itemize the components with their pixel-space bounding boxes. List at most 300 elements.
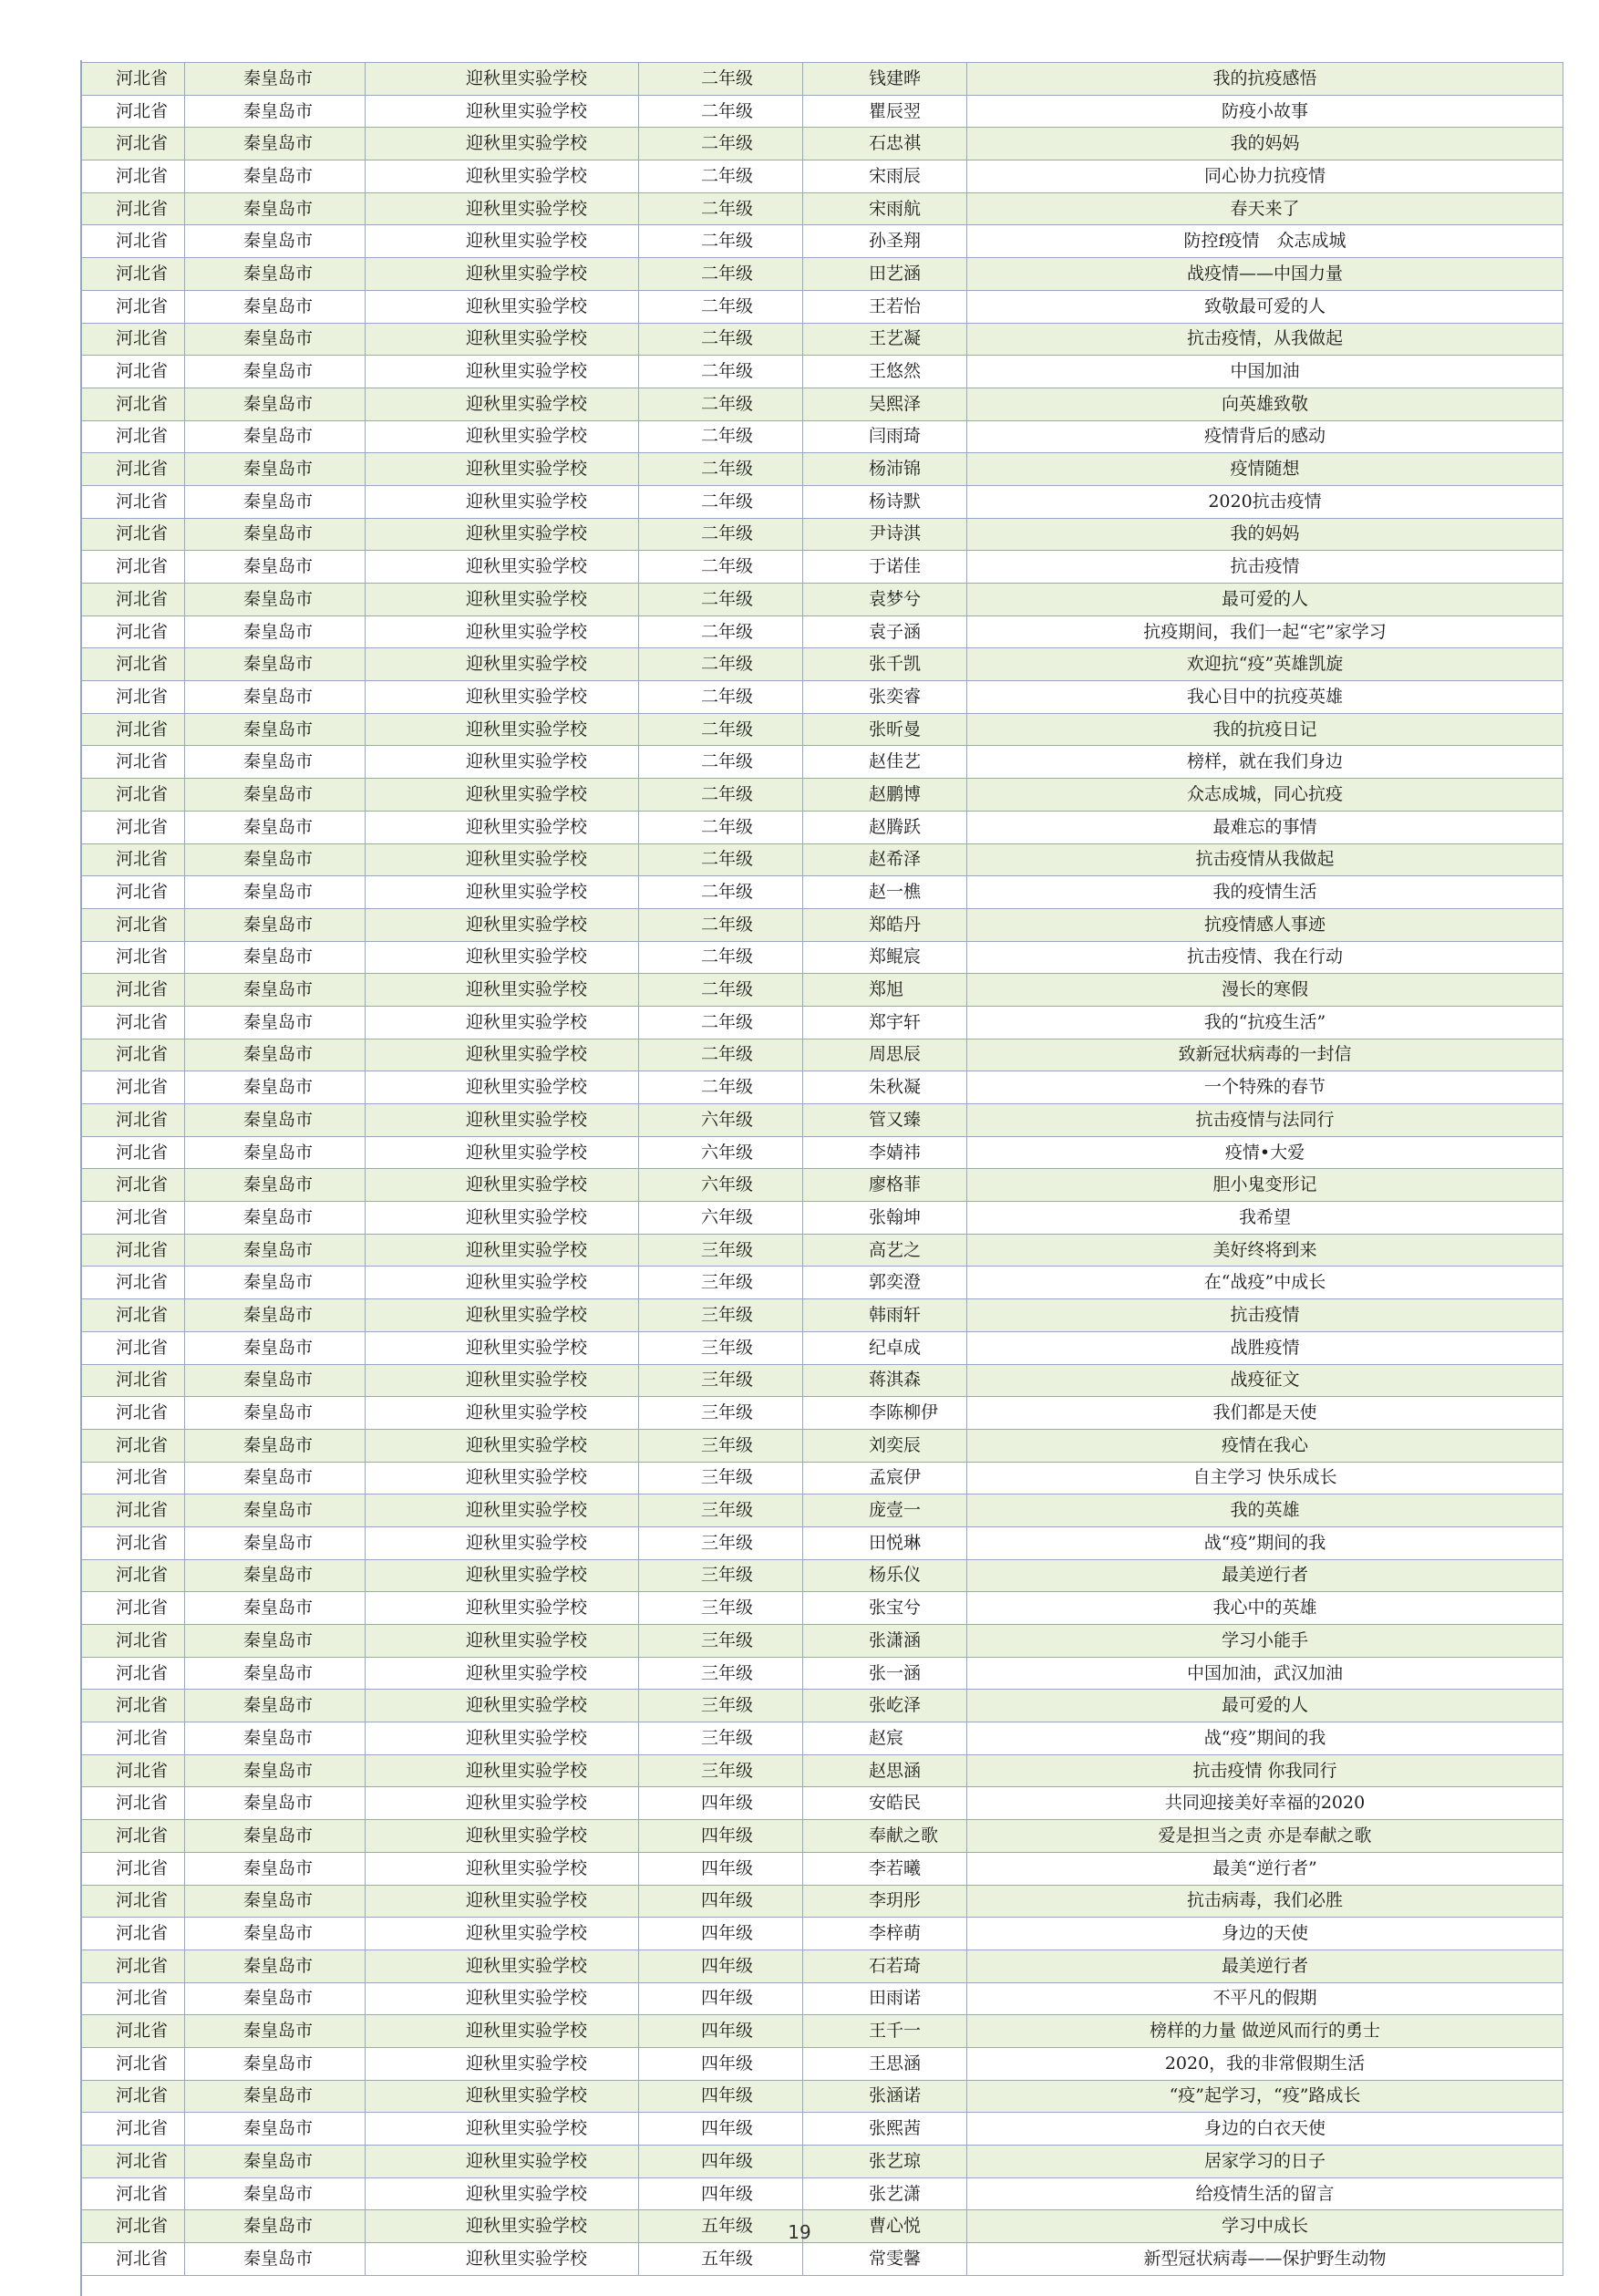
student-name-cell: 杨诗默	[803, 485, 967, 518]
province-cell: 河北省	[81, 1006, 185, 1039]
table-row	[81, 2015, 1563, 2048]
city-cell: 秦皇岛市	[185, 192, 366, 225]
province-cell: 河北省	[81, 356, 185, 388]
school-cell: 迎秋里实验学校	[366, 1169, 639, 1202]
grade-cell: 二年级	[639, 356, 803, 388]
student-name-cell: 张艺潇	[803, 2177, 967, 2210]
student-name-cell: 郑旭	[803, 974, 967, 1007]
table-row	[81, 225, 1563, 258]
school-cell: 迎秋里实验学校	[366, 1722, 639, 1755]
province-cell: 河北省	[81, 1950, 185, 1982]
table-row	[81, 713, 1563, 746]
province-cell: 河北省	[81, 2146, 185, 2178]
school-cell: 迎秋里实验学校	[366, 1690, 639, 1722]
table-row	[81, 356, 1563, 388]
grade-cell: 二年级	[639, 95, 803, 128]
essay-title-cell: 疫情背后的感动	[967, 420, 1563, 453]
city-cell: 秦皇岛市	[185, 1136, 366, 1169]
student-name-cell: 张奕睿	[803, 681, 967, 714]
essay-title-cell: 榜样，就在我们身边	[967, 746, 1563, 779]
grade-cell: 二年级	[639, 192, 803, 225]
province-cell: 河北省	[81, 648, 185, 681]
essay-title-cell: 抗击疫情	[967, 1299, 1563, 1332]
grade-cell: 二年级	[639, 746, 803, 779]
school-cell: 迎秋里实验学校	[366, 2047, 639, 2080]
grade-cell: 四年级	[639, 1885, 803, 1918]
essay-title-cell: 学习中成长	[967, 2210, 1563, 2243]
table-row	[81, 1299, 1563, 1332]
city-cell: 秦皇岛市	[185, 2146, 366, 2178]
table-row	[81, 160, 1563, 193]
city-cell: 秦皇岛市	[185, 1559, 366, 1592]
essay-title-cell: 最美逆行者	[967, 1950, 1563, 1982]
table-row	[81, 584, 1563, 616]
table-row	[81, 1885, 1563, 1918]
school-cell: 迎秋里实验学校	[366, 1299, 639, 1332]
province-cell: 河北省	[81, 2015, 185, 2048]
student-name-cell: 高艺之	[803, 1234, 967, 1267]
school-cell: 迎秋里实验学校	[366, 974, 639, 1007]
essay-title-cell: 中国加油，武汉加油	[967, 1657, 1563, 1690]
city-cell: 秦皇岛市	[185, 1202, 366, 1235]
province-cell: 河北省	[81, 1625, 185, 1658]
student-name-cell: 张涵诺	[803, 2080, 967, 2113]
province-cell: 河北省	[81, 615, 185, 648]
table-row	[81, 648, 1563, 681]
student-name-cell: 吴熙泽	[803, 388, 967, 420]
city-cell: 秦皇岛市	[185, 1918, 366, 1950]
school-cell: 迎秋里实验学校	[366, 225, 639, 258]
table-body	[81, 63, 1563, 2276]
student-name-cell: 田悦琳	[803, 1526, 967, 1559]
school-cell: 迎秋里实验学校	[366, 1006, 639, 1039]
table-row	[81, 1592, 1563, 1625]
student-name-cell: 张熙茜	[803, 2113, 967, 2146]
school-cell: 迎秋里实验学校	[366, 128, 639, 160]
province-cell: 河北省	[81, 1885, 185, 1918]
table-row	[81, 1494, 1563, 1527]
school-cell: 迎秋里实验学校	[366, 356, 639, 388]
province-cell: 河北省	[81, 290, 185, 323]
grade-cell: 四年级	[639, 2047, 803, 2080]
student-name-cell: 赵宸	[803, 1722, 967, 1755]
city-cell: 秦皇岛市	[185, 843, 366, 876]
city-cell: 秦皇岛市	[185, 453, 366, 486]
grade-cell: 四年级	[639, 2113, 803, 2146]
city-cell: 秦皇岛市	[185, 974, 366, 1007]
province-cell: 河北省	[81, 192, 185, 225]
student-name-cell: 赵佳艺	[803, 746, 967, 779]
table-row	[81, 1006, 1563, 1039]
school-cell: 迎秋里实验学校	[366, 584, 639, 616]
essay-title-cell: 我们都是天使	[967, 1397, 1563, 1430]
student-name-cell: 张屹泽	[803, 1690, 967, 1722]
table-row	[81, 1982, 1563, 2015]
grade-cell: 二年级	[639, 485, 803, 518]
school-cell: 迎秋里实验学校	[366, 2243, 639, 2276]
school-cell: 迎秋里实验学校	[366, 1982, 639, 2015]
city-cell: 秦皇岛市	[185, 1364, 366, 1397]
table-row	[81, 1364, 1563, 1397]
school-cell: 迎秋里实验学校	[366, 1202, 639, 1235]
city-cell: 秦皇岛市	[185, 1039, 366, 1071]
grade-cell: 二年级	[639, 258, 803, 291]
school-cell: 迎秋里实验学校	[366, 648, 639, 681]
student-name-cell: 韩雨轩	[803, 1299, 967, 1332]
student-name-cell: 李玥彤	[803, 1885, 967, 1918]
grade-cell: 四年级	[639, 1787, 803, 1820]
school-cell: 迎秋里实验学校	[366, 290, 639, 323]
city-cell: 秦皇岛市	[185, 2177, 366, 2210]
student-name-cell: 曹心悦	[803, 2210, 967, 2243]
grade-cell: 五年级	[639, 2210, 803, 2243]
grade-cell: 三年级	[639, 1722, 803, 1755]
province-cell: 河北省	[81, 1234, 185, 1267]
school-cell: 迎秋里实验学校	[366, 1852, 639, 1885]
city-cell: 秦皇岛市	[185, 1852, 366, 1885]
province-cell: 河北省	[81, 1494, 185, 1527]
school-cell: 迎秋里实验学校	[366, 1397, 639, 1430]
grade-cell: 六年级	[639, 1136, 803, 1169]
city-cell: 秦皇岛市	[185, 1462, 366, 1494]
city-cell: 秦皇岛市	[185, 1592, 366, 1625]
table-row	[81, 192, 1563, 225]
grade-cell: 三年级	[639, 1331, 803, 1364]
province-cell: 河北省	[81, 908, 185, 941]
page-number: 19	[788, 2221, 811, 2243]
table-row	[81, 1526, 1563, 1559]
table-row	[81, 1820, 1563, 1853]
table-row	[81, 485, 1563, 518]
essay-title-cell: 战“疫”期间的我	[967, 1722, 1563, 1755]
student-name-cell: 田艺涵	[803, 258, 967, 291]
city-cell: 秦皇岛市	[185, 615, 366, 648]
table-row	[81, 290, 1563, 323]
school-cell: 迎秋里实验学校	[366, 1559, 639, 1592]
city-cell: 秦皇岛市	[185, 518, 366, 551]
essay-title-cell: 抗击疫情 你我同行	[967, 1754, 1563, 1787]
grade-cell: 三年级	[639, 1234, 803, 1267]
essay-title-cell: 2020，我的非常假期生活	[967, 2047, 1563, 2080]
city-cell: 秦皇岛市	[185, 1787, 366, 1820]
province-cell: 河北省	[81, 323, 185, 356]
school-cell: 迎秋里实验学校	[366, 1494, 639, 1527]
school-cell: 迎秋里实验学校	[366, 2080, 639, 2113]
table-row	[81, 1039, 1563, 1071]
grade-cell: 二年级	[639, 551, 803, 584]
essay-title-cell: 最可爱的人	[967, 584, 1563, 616]
province-cell: 河北省	[81, 1918, 185, 1950]
table-row	[81, 388, 1563, 420]
school-cell: 迎秋里实验学校	[366, 1657, 639, 1690]
student-name-cell: 张潇涵	[803, 1625, 967, 1658]
essay-title-cell: 春天来了	[967, 192, 1563, 225]
grade-cell: 四年级	[639, 1820, 803, 1853]
student-name-cell: 宋雨辰	[803, 160, 967, 193]
school-cell: 迎秋里实验学校	[366, 876, 639, 909]
school-cell: 迎秋里实验学校	[366, 2146, 639, 2178]
student-name-cell: 张一涵	[803, 1657, 967, 1690]
student-name-cell: 管又臻	[803, 1104, 967, 1137]
student-name-cell: 王悠然	[803, 356, 967, 388]
student-name-cell: 李婧祎	[803, 1136, 967, 1169]
grade-cell: 二年级	[639, 1071, 803, 1104]
province-cell: 河北省	[81, 2113, 185, 2146]
essay-title-cell: 我希望	[967, 1202, 1563, 1235]
grade-cell: 五年级	[639, 2243, 803, 2276]
essay-title-cell: 致新冠状病毒的一封信	[967, 1039, 1563, 1071]
school-cell: 迎秋里实验学校	[366, 1039, 639, 1071]
essay-title-cell: 战疫征文	[967, 1364, 1563, 1397]
grade-cell: 二年级	[639, 388, 803, 420]
school-cell: 迎秋里实验学校	[366, 192, 639, 225]
essay-title-cell: 我的抗疫感悟	[967, 63, 1563, 96]
province-cell: 河北省	[81, 1071, 185, 1104]
city-cell: 秦皇岛市	[185, 746, 366, 779]
grade-cell: 三年级	[639, 1559, 803, 1592]
city-cell: 秦皇岛市	[185, 1885, 366, 1918]
table-row	[81, 551, 1563, 584]
city-cell: 秦皇岛市	[185, 2210, 366, 2243]
grade-cell: 二年级	[639, 1039, 803, 1071]
student-name-cell: 赵思涵	[803, 1754, 967, 1787]
grade-cell: 四年级	[639, 1950, 803, 1982]
grade-cell: 二年级	[639, 876, 803, 909]
city-cell: 秦皇岛市	[185, 876, 366, 909]
province-cell: 河北省	[81, 843, 185, 876]
essay-title-cell: 抗击疫情、我在行动	[967, 941, 1563, 974]
school-cell: 迎秋里实验学校	[366, 1136, 639, 1169]
table-row	[81, 2177, 1563, 2210]
student-name-cell: 宋雨航	[803, 192, 967, 225]
city-cell: 秦皇岛市	[185, 551, 366, 584]
province-cell: 河北省	[81, 1397, 185, 1430]
student-name-cell: 石若琦	[803, 1950, 967, 1982]
school-cell: 迎秋里实验学校	[366, 388, 639, 420]
city-cell: 秦皇岛市	[185, 1071, 366, 1104]
table-row	[81, 1722, 1563, 1755]
grade-cell: 二年级	[639, 779, 803, 812]
grade-cell: 二年级	[639, 323, 803, 356]
student-name-cell: 田雨诺	[803, 1982, 967, 2015]
essay-title-cell: 最美“逆行者”	[967, 1852, 1563, 1885]
table-row	[81, 843, 1563, 876]
school-cell: 迎秋里实验学校	[366, 1364, 639, 1397]
school-cell: 迎秋里实验学校	[366, 843, 639, 876]
grade-cell: 四年级	[639, 2146, 803, 2178]
table-row	[81, 1234, 1563, 1267]
city-cell: 秦皇岛市	[185, 1494, 366, 1527]
essay-title-cell: 我的“抗疫生活”	[967, 1006, 1563, 1039]
province-cell: 河北省	[81, 1267, 185, 1299]
city-cell: 秦皇岛市	[185, 1299, 366, 1332]
student-name-cell: 赵希泽	[803, 843, 967, 876]
city-cell: 秦皇岛市	[185, 648, 366, 681]
essay-title-cell: 身边的白衣天使	[967, 2113, 1563, 2146]
essay-title-cell: “疫”起学习，“疫”路成长	[967, 2080, 1563, 2113]
city-cell: 秦皇岛市	[185, 908, 366, 941]
table-row	[81, 1559, 1563, 1592]
school-cell: 迎秋里实验学校	[366, 1267, 639, 1299]
student-name-cell: 张宝兮	[803, 1592, 967, 1625]
student-name-cell: 王千一	[803, 2015, 967, 2048]
student-name-cell: 刘奕辰	[803, 1429, 967, 1462]
student-name-cell: 赵鹏博	[803, 779, 967, 812]
school-cell: 迎秋里实验学校	[366, 2210, 639, 2243]
grade-cell: 四年级	[639, 1918, 803, 1950]
student-name-cell: 张翰坤	[803, 1202, 967, 1235]
table-row	[81, 1462, 1563, 1494]
table-row	[81, 779, 1563, 812]
student-name-cell: 李陈柳伊	[803, 1397, 967, 1430]
student-name-cell: 纪卓成	[803, 1331, 967, 1364]
table-row	[81, 746, 1563, 779]
city-cell: 秦皇岛市	[185, 2080, 366, 2113]
province-cell: 河北省	[81, 1169, 185, 1202]
grade-cell: 二年级	[639, 974, 803, 1007]
student-name-cell: 郑宇轩	[803, 1006, 967, 1039]
essay-title-cell: 中国加油	[967, 356, 1563, 388]
school-cell: 迎秋里实验学校	[366, 2177, 639, 2210]
grade-cell: 六年级	[639, 1202, 803, 1235]
province-cell: 河北省	[81, 1852, 185, 1885]
province-cell: 河北省	[81, 1722, 185, 1755]
province-cell: 河北省	[81, 485, 185, 518]
city-cell: 秦皇岛市	[185, 681, 366, 714]
table-row	[81, 974, 1563, 1007]
table-row	[81, 2243, 1563, 2276]
table-row	[81, 811, 1563, 843]
essay-title-cell: 众志成城，同心抗疫	[967, 779, 1563, 812]
school-cell: 迎秋里实验学校	[366, 811, 639, 843]
table-row	[81, 615, 1563, 648]
table-row	[81, 1071, 1563, 1104]
table-row	[81, 323, 1563, 356]
essay-title-cell: 欢迎抗“疫”英雄凯旋	[967, 648, 1563, 681]
table-row	[81, 2080, 1563, 2113]
city-cell: 秦皇岛市	[185, 388, 366, 420]
province-cell: 河北省	[81, 1136, 185, 1169]
essay-title-cell: 漫长的寒假	[967, 974, 1563, 1007]
province-cell: 河北省	[81, 1331, 185, 1364]
essay-title-cell: 身边的天使	[967, 1918, 1563, 1950]
essay-title-cell: 给疫情生活的留言	[967, 2177, 1563, 2210]
province-cell: 河北省	[81, 876, 185, 909]
student-name-cell: 常雯馨	[803, 2243, 967, 2276]
essay-title-cell: 战“疫”期间的我	[967, 1526, 1563, 1559]
table-row	[81, 1852, 1563, 1885]
table-row	[81, 941, 1563, 974]
student-name-cell: 孙圣翔	[803, 225, 967, 258]
city-cell: 秦皇岛市	[185, 356, 366, 388]
student-name-cell: 张千凯	[803, 648, 967, 681]
grade-cell: 三年级	[639, 1625, 803, 1658]
city-cell: 秦皇岛市	[185, 1429, 366, 1462]
table-row	[81, 95, 1563, 128]
essay-title-cell: 我的英雄	[967, 1494, 1563, 1527]
essay-title-cell: 我心目中的抗疫英雄	[967, 681, 1563, 714]
city-cell: 秦皇岛市	[185, 63, 366, 96]
school-cell: 迎秋里实验学校	[366, 551, 639, 584]
school-cell: 迎秋里实验学校	[366, 2113, 639, 2146]
student-name-cell: 袁子涵	[803, 615, 967, 648]
province-cell: 河北省	[81, 1982, 185, 2015]
student-name-cell: 蒋淇森	[803, 1364, 967, 1397]
province-cell: 河北省	[81, 1462, 185, 1494]
school-cell: 迎秋里实验学校	[366, 1754, 639, 1787]
table-row	[81, 1104, 1563, 1137]
essay-title-cell: 我的妈妈	[967, 518, 1563, 551]
city-cell: 秦皇岛市	[185, 584, 366, 616]
table-row	[81, 1690, 1563, 1722]
province-cell: 河北省	[81, 258, 185, 291]
table-row	[81, 1950, 1563, 1982]
province-cell: 河北省	[81, 1364, 185, 1397]
essay-title-cell: 抗疫情感人事迹	[967, 908, 1563, 941]
grade-cell: 二年级	[639, 225, 803, 258]
student-name-cell: 安皓民	[803, 1787, 967, 1820]
province-cell: 河北省	[81, 811, 185, 843]
table-row	[81, 908, 1563, 941]
essay-title-cell: 最可爱的人	[967, 1690, 1563, 1722]
province-cell: 河北省	[81, 584, 185, 616]
province-cell: 河北省	[81, 2243, 185, 2276]
essay-title-cell: 在“战疫”中成长	[967, 1267, 1563, 1299]
grade-cell: 三年级	[639, 1397, 803, 1430]
grade-cell: 二年级	[639, 63, 803, 96]
grade-cell: 二年级	[639, 713, 803, 746]
grade-cell: 四年级	[639, 2015, 803, 2048]
grade-cell: 三年级	[639, 1494, 803, 1527]
school-cell: 迎秋里实验学校	[366, 1234, 639, 1267]
grade-cell: 二年级	[639, 453, 803, 486]
city-cell: 秦皇岛市	[185, 1722, 366, 1755]
essay-title-cell: 战疫情——中国力量	[967, 258, 1563, 291]
province-cell: 河北省	[81, 2177, 185, 2210]
student-name-cell: 李若曦	[803, 1852, 967, 1885]
province-cell: 河北省	[81, 160, 185, 193]
province-cell: 河北省	[81, 518, 185, 551]
school-cell: 迎秋里实验学校	[366, 420, 639, 453]
student-name-cell: 朱秋凝	[803, 1071, 967, 1104]
city-cell: 秦皇岛市	[185, 290, 366, 323]
student-name-cell: 于诺佳	[803, 551, 967, 584]
student-name-cell: 张昕曼	[803, 713, 967, 746]
student-name-cell: 郭奕澄	[803, 1267, 967, 1299]
essay-title-cell: 美好终将到来	[967, 1234, 1563, 1267]
city-cell: 秦皇岛市	[185, 1526, 366, 1559]
city-cell: 秦皇岛市	[185, 1006, 366, 1039]
essay-title-cell: 共同迎接美好幸福的2020	[967, 1787, 1563, 1820]
school-cell: 迎秋里实验学校	[366, 1592, 639, 1625]
student-name-cell: 赵一樵	[803, 876, 967, 909]
essay-title-cell: 疫情随想	[967, 453, 1563, 486]
city-cell: 秦皇岛市	[185, 1397, 366, 1430]
city-cell: 秦皇岛市	[185, 160, 366, 193]
table-row	[81, 876, 1563, 909]
school-cell: 迎秋里实验学校	[366, 779, 639, 812]
city-cell: 秦皇岛市	[185, 1754, 366, 1787]
essay-title-cell: 战胜疫情	[967, 1331, 1563, 1364]
table-row	[81, 1169, 1563, 1202]
grade-cell: 二年级	[639, 1006, 803, 1039]
student-name-cell: 王艺凝	[803, 323, 967, 356]
city-cell: 秦皇岛市	[185, 941, 366, 974]
grade-cell: 二年级	[639, 290, 803, 323]
province-cell: 河北省	[81, 974, 185, 1007]
city-cell: 秦皇岛市	[185, 485, 366, 518]
school-cell: 迎秋里实验学校	[366, 615, 639, 648]
